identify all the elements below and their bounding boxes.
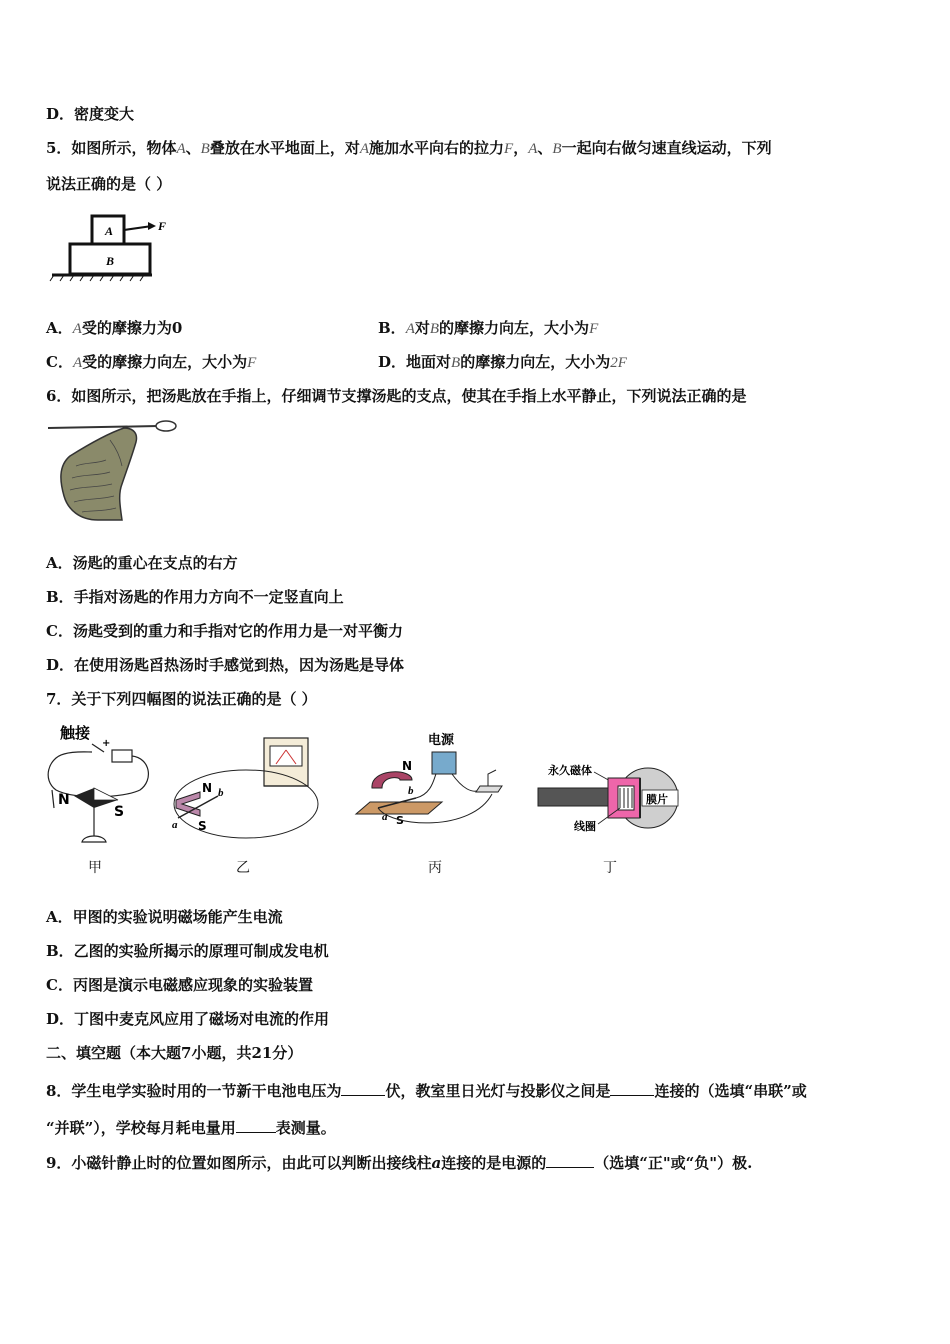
q5-fig-label-f: F (158, 219, 167, 233)
q7-option-d: D．丁图中麦克风应用了磁场对电流的作用 (46, 1010, 330, 1028)
q7-option-c: C．丙图是演示电磁感应现象的实验装置 (46, 976, 313, 994)
option-text: D．地面对 (378, 353, 452, 371)
q8-blank-2[interactable] (610, 1081, 654, 1096)
q9-line (46, 1153, 752, 1173)
ding-diaphragm-label: 膜片 (646, 793, 668, 806)
q7-stem: 7．关于下列四幅图的说法正确的是（ ） (46, 690, 317, 708)
var-b: B (552, 141, 562, 157)
q5-blocks-figure (48, 208, 178, 288)
q5-stem-line1 (46, 138, 772, 159)
bing-s-label: S (396, 814, 404, 827)
var-a: A (359, 141, 369, 157)
ding-coil-label: 线圈 (574, 820, 596, 833)
var-f: F (589, 321, 599, 337)
q5-text: 施加水平向右的拉力 (369, 139, 505, 157)
section-heading: 二、填空题（本大题7小题，共21分） (46, 1044, 303, 1062)
q6-option-a: A．汤匙的重心在支点的右方 (46, 554, 238, 572)
q5-text: 5．如图所示，物体 (46, 139, 177, 157)
q7-figure-bing (352, 728, 512, 832)
q7-option-b: B．乙图的实验所揭示的原理可制成发电机 (46, 942, 329, 960)
bing-b-label: b (408, 785, 414, 797)
q4-option-d: D．密度变大 (46, 105, 135, 123)
q5-option-a (46, 318, 182, 339)
q7-caption-yi: 乙 (236, 860, 250, 876)
q8-text: 伏，教室里日光灯与投影仪之间是 (385, 1082, 611, 1100)
q5-text: ， (513, 139, 529, 157)
q5-option-d (378, 352, 627, 373)
q5-text: 、 (185, 139, 201, 157)
q9-text: 9．小磁针静止时的位置如图所示，由此可以判断出接线柱 (46, 1154, 432, 1172)
bing-a-label: a (382, 811, 388, 823)
q5-option-b (378, 318, 598, 339)
ding-magnet-label: 永久磁体 (548, 764, 592, 777)
q7-figure-yi (166, 734, 326, 846)
q8-text: 连接的（选填“串联”或 (654, 1082, 807, 1100)
var-b: B (429, 321, 440, 337)
yi-a-label: a (172, 819, 178, 831)
q5-fig-label-b: B (106, 254, 115, 268)
q8-text: “并联”），学校每月耗电量用 (46, 1119, 236, 1137)
option-letter: A． (46, 319, 73, 337)
option-text: 受的摩擦力向左，大小为 (82, 353, 248, 371)
yi-s-label: S (198, 819, 207, 833)
var-f: F (504, 141, 514, 157)
q6-spoon-on-finger-figure (46, 416, 186, 524)
jia-touch-label: 触接 (60, 724, 91, 742)
jia-s-label: S (114, 804, 125, 820)
q8-line2 (46, 1118, 336, 1138)
yi-n-label: N (202, 781, 213, 795)
option-text: 的摩擦力向左，大小为 (439, 319, 590, 337)
q6-option-c: C．汤匙受到的重力和手指对它的作用力是一对平衡力 (46, 622, 403, 640)
q6-option-b: B．手指对汤匙的作用力方向不一定竖直向上 (46, 588, 344, 606)
q5-text: 叠放在水平地面上，对 (209, 139, 360, 157)
q5-fig-label-a: A (105, 224, 114, 238)
bing-n-label: N (402, 759, 413, 773)
yi-b-label: b (218, 787, 224, 799)
var-2f: 2F (610, 355, 627, 371)
q5-option-c (46, 352, 256, 373)
option-letter: C． (46, 353, 73, 371)
q8-text: 表测量。 (275, 1119, 336, 1137)
jia-n-label: N (58, 792, 70, 808)
jia-plus-label: + (102, 738, 111, 749)
var-a: a (431, 1154, 442, 1172)
var-a: A (72, 321, 82, 337)
option-text: 受的摩擦力为0 (81, 319, 183, 337)
q9-text: 连接的是电源的 (441, 1154, 547, 1172)
q5-stem-line2: 说法正确的是（ ） (46, 175, 172, 193)
var-a: A (72, 355, 83, 371)
q7-caption-jia: 甲 (88, 860, 102, 876)
q8-blank-1[interactable] (341, 1081, 385, 1096)
q6-stem: 6．如图所示，把汤匙放在手指上，仔细调节支撑汤匙的支点，使其在手指上水平静止，下列说法正确的是 (46, 387, 747, 405)
q6-option-d: D．在使用汤匙舀热汤时手感觉到热，因为汤匙是导体 (46, 656, 405, 674)
bing-power-label: 电源 (428, 733, 455, 748)
q5-text: 、 (537, 139, 553, 157)
var-b: B (200, 141, 210, 157)
q7-figure-ding (534, 762, 684, 838)
q8-line1 (46, 1081, 807, 1101)
q7-option-a: A．甲图的实验说明磁场能产生电流 (46, 908, 283, 926)
option-text: 的摩擦力向左，大小为 (460, 353, 611, 371)
var-a: A (405, 321, 415, 337)
option-text: 对 (414, 319, 430, 337)
q8-blank-3[interactable] (236, 1118, 276, 1133)
option-letter: B． (378, 319, 406, 337)
var-a: A (176, 141, 186, 157)
var-a: A (528, 141, 538, 157)
q5-text: 一起向右做匀速直线运动，下列 (561, 139, 772, 157)
q9-blank[interactable] (546, 1153, 594, 1168)
q9-text: （选填“正"或“负"）极. (594, 1154, 753, 1172)
var-b: B (451, 355, 461, 371)
var-f: F (247, 355, 257, 371)
q7-caption-ding: 丁 (603, 860, 617, 876)
q8-text: 8．学生电学实验时用的一节新干电池电压为 (46, 1082, 342, 1100)
q7-caption-bing: 丙 (428, 860, 442, 876)
q7-figure-jia (44, 718, 164, 848)
